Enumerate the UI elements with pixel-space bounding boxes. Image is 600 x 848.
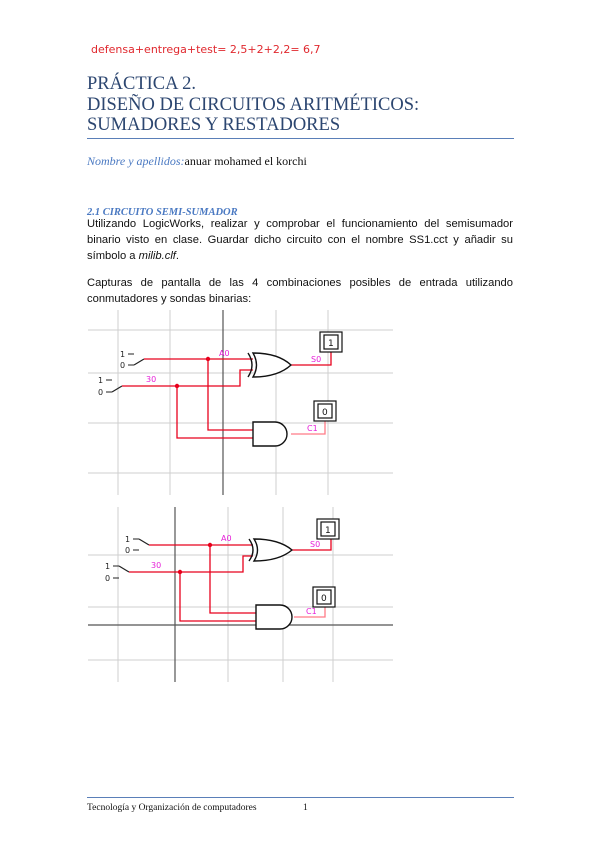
instructions-paragraph [87, 217, 513, 264]
title-line-3: SUMADORES Y RESTADORES [87, 115, 341, 135]
name-line [87, 154, 307, 169]
net-label-b: 30 [151, 561, 162, 570]
switch-b-label-0: 0 [98, 388, 104, 397]
switch-b-label-1: 1 [105, 562, 111, 571]
switch-a-lever [139, 539, 149, 545]
probe-carry [313, 587, 335, 607]
carry-label: C1 [306, 607, 317, 616]
probe-sum [317, 519, 339, 539]
captures-paragraph: Capturas de pantalla de las 4 combinaciones posibles de entrada utilizando conmutadores y sondas binarias: [87, 277, 513, 305]
footer-text: Tecnología y Organización de computadores [87, 803, 257, 813]
sum-label: S0 [310, 540, 321, 549]
title-line-1: PRÁCTICA 2. [87, 74, 196, 94]
probe-carry [314, 401, 336, 421]
wire-b-up [177, 370, 253, 386]
sum-label: S0 [311, 355, 322, 364]
switch-a-label-1: 1 [125, 535, 131, 544]
schematic-grid [88, 507, 393, 682]
net-label-a: A0 [221, 534, 232, 543]
switch-b-label-0: 0 [105, 574, 111, 583]
switch-a-label-0: 0 [125, 546, 131, 555]
probe-carry-value: 0 [321, 594, 327, 604]
half-adder-circuit-2 [88, 507, 393, 682]
footer-divider [87, 797, 514, 798]
switch-a-lever [134, 359, 144, 365]
wire-b-up [180, 556, 253, 572]
name-value: anuar mohamed el korchi [184, 154, 307, 168]
and-gate [253, 422, 287, 446]
net-label-a: A0 [219, 349, 230, 358]
para1-end: . [175, 249, 180, 262]
page-number: 1 [303, 803, 308, 813]
xor-gate [249, 539, 292, 561]
net-label-b: 30 [146, 375, 157, 384]
page-title [87, 74, 527, 136]
switch-a-label-0: 0 [120, 361, 126, 370]
probe-sum [320, 332, 342, 352]
probe-carry-value: 0 [322, 408, 328, 418]
switch-b-lever [119, 566, 129, 572]
grade-note: defensa+entrega+test= 2,5+2+2,2= 6,7 [91, 43, 321, 56]
library-filename: milib.clf [138, 249, 176, 262]
junction-a [206, 357, 210, 361]
carry-label: C1 [307, 424, 318, 433]
switch-a-label-1: 1 [120, 350, 126, 359]
switch-b-label-1: 1 [98, 376, 104, 385]
probe-sum-value: 1 [325, 526, 331, 536]
para1-text: Utilizando LogicWorks, realizar y comprobar el funcionamiento del semisumador binario visto en clase. Guardar dicho circuito con el nombre SS1.cct y añadir su símbolo a [87, 218, 513, 262]
junction-b [175, 384, 179, 388]
switch-b-lever [112, 386, 122, 392]
title-line-2: DISEÑO DE CIRCUITOS ARITMÉTICOS: [87, 94, 420, 115]
title-divider [87, 138, 514, 139]
name-label: Nombre y apellidos: [87, 154, 185, 168]
probe-sum-value: 1 [328, 339, 334, 349]
half-adder-circuit-1 [88, 310, 393, 495]
schematic-grid [88, 310, 393, 495]
junction-a [208, 543, 212, 547]
and-gate [256, 605, 292, 629]
junction-b [178, 570, 182, 574]
section-title: 2.1 CIRCUITO SEMI-SUMADOR [87, 207, 238, 218]
wire-b-down [180, 572, 256, 621]
